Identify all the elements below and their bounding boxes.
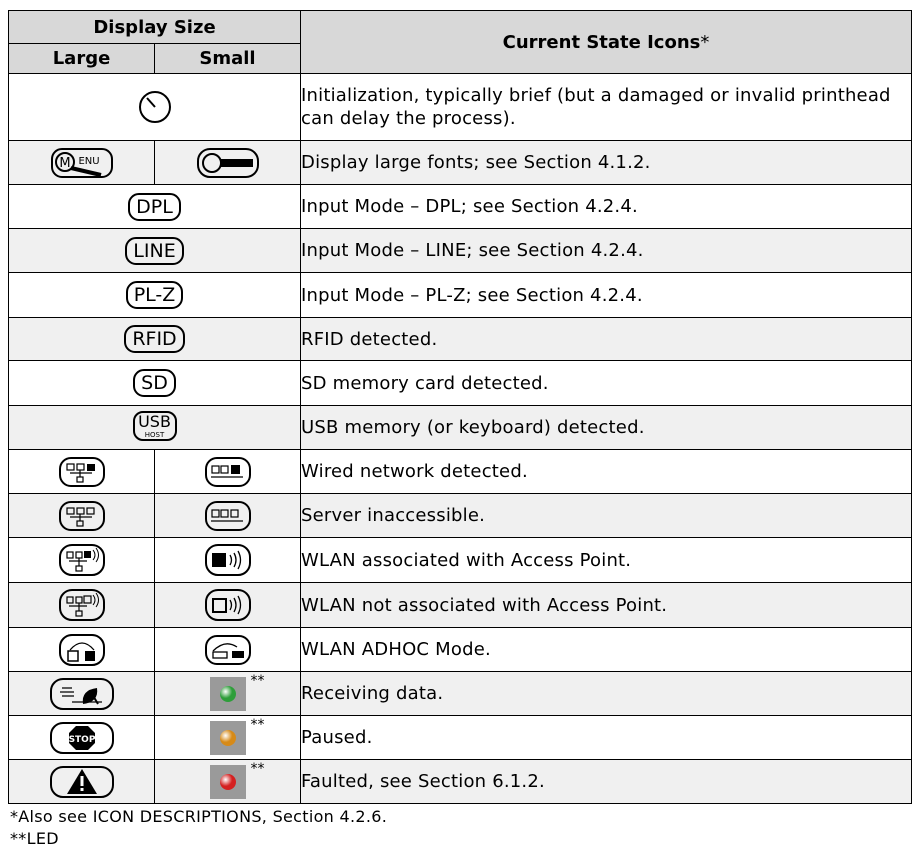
receiving-led-indicator: ** [210,677,246,711]
row-description: USB memory (or keyboard) detected. [301,406,912,450]
table-row [9,494,912,538]
stop-sign-icon [9,716,155,760]
table-row [9,538,912,583]
dpl-icon: DPL [128,193,181,221]
row-description: Receiving data. [301,672,912,716]
wired-network-small-icon [155,450,301,494]
table-row [9,361,912,406]
sd-card-icon: SD [133,369,176,397]
row-description: WLAN associated with Access Point. [301,538,912,583]
amber-led-icon [220,730,236,746]
svg-text:M: M [58,155,71,171]
row-description: RFID detected. [301,318,912,361]
rfid-icon: RFID [124,325,184,353]
wlan-not-associated-small-icon [155,583,301,628]
usb-host-icon: USB HOST [133,411,177,441]
row-description: Input Mode – DPL; see Section 4.2.4. [301,185,912,229]
table-row [9,318,912,361]
table-row [9,406,912,450]
table-row [9,229,912,273]
faulted-led-indicator: ** [210,765,246,799]
table-row [9,450,912,494]
table-row [9,583,912,628]
line-icon: LINE [125,237,183,265]
row-description: SD memory card detected. [301,361,912,406]
server-inaccessible-small-icon [155,494,301,538]
server-inaccessible-large-icon [9,494,155,538]
wlan-associated-large-icon [9,538,155,583]
row-description: WLAN not associated with Access Point. [301,583,912,628]
table-row [9,628,912,672]
wlan-not-associated-large-icon [9,583,155,628]
table-row [9,273,912,318]
table-row [9,716,912,760]
small-column-header: Small [155,44,301,74]
row-description: Wired network detected. [301,450,912,494]
row-description: Initialization, typically brief (but a damaged or invalid printhead can delay the process). [301,74,912,141]
menu-large-icon [9,141,155,185]
row-description: Paused. [301,716,912,760]
table-row [9,760,912,804]
red-led-icon [220,774,236,790]
wired-network-large-icon [9,450,155,494]
receiving-data-icon [9,672,155,716]
row-description: Server inaccessible. [301,494,912,538]
table-row [9,185,912,229]
warning-icon [9,760,155,804]
row-description: Input Mode – LINE; see Section 4.2.4. [301,229,912,273]
svg-text:STOP: STOP [68,734,95,745]
current-state-header: Current State Icons* [301,11,912,74]
row-description: Input Mode – PL-Z; see Section 4.2.4. [301,273,912,318]
row-description: Display large fonts; see Section 4.1.2. [301,141,912,185]
magnifier-small-icon [155,141,301,185]
paused-led-indicator: ** [210,721,246,755]
current-state-icons-table [8,10,912,804]
row-description: Faulted, see Section 6.1.2. [301,760,912,804]
wlan-adhoc-large-icon [9,628,155,672]
svg-text:ENU: ENU [77,155,100,167]
footnote-icon-descriptions: *Also see ICON DESCRIPTIONS, Section 4.2.6. [10,807,388,826]
wlan-adhoc-small-icon [155,628,301,672]
large-column-header: Large [9,44,155,74]
row-description: WLAN ADHOC Mode. [301,628,912,672]
table-row [9,141,912,185]
display-size-header: Display Size [9,11,301,44]
footnote-led: **LED [10,829,59,848]
table-row [9,672,912,716]
clock-icon [9,74,301,141]
green-led-icon [220,686,236,702]
table-row [9,74,912,141]
plz-icon: PL-Z [126,281,184,309]
wlan-associated-small-icon [155,538,301,583]
